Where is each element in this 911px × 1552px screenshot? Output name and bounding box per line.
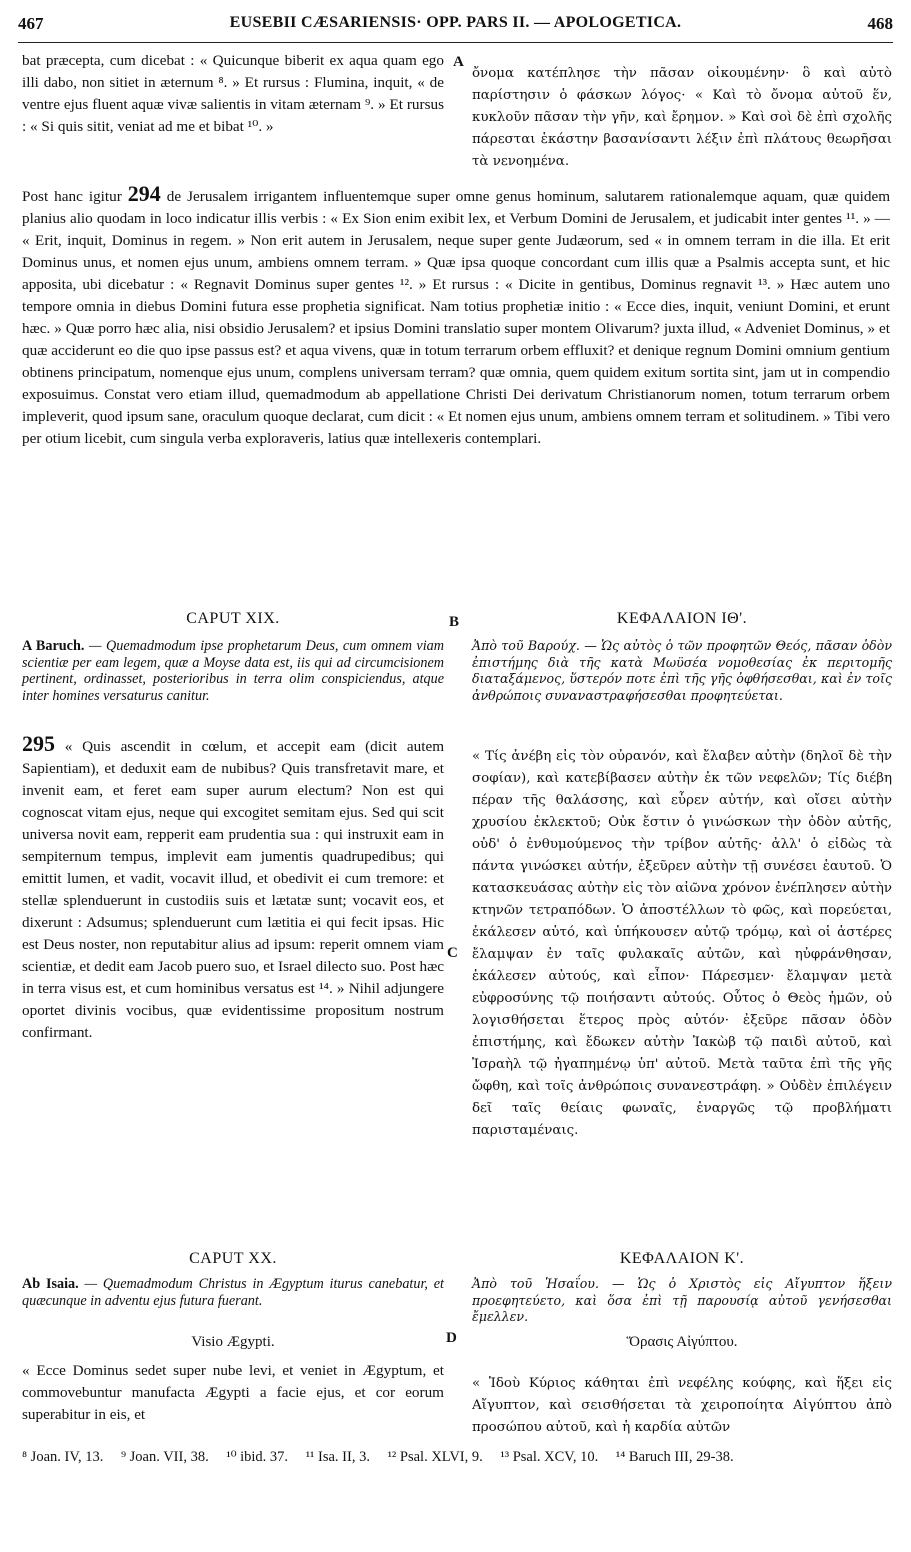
- top-greek-text: ὄνομα κατέπλησε τὴν πᾶσαν οἰκουμένην· ὃ καὶ αὐτὸ παρίστησιν ὁ φάσκων λόγος· « Καὶ τὸ ὄνομα αὐτοῦ ἕν, κυκλοῦν πᾶσαν τὴν γῆν, καὶ ἔρημον. » Καὶ σοὶ δὲ ἐπὶ σχολῆς πάρεσται ἑκάστην βασανίσαντι λέξιν ἐπὶ πλάτους θεωρῆσαι τὰ νενοημένα.: [472, 66, 892, 170]
- caput-20-greek-title: ΚΕΦΑΛΑΙΟΝ Κ'.: [619, 1250, 745, 1267]
- caput-20-latin-paragraph: « Ecce Dominus sedet super nube levi, et veniet in Ægyptum, et commovebuntur manufacta Ægypti a facie ejus, et cor eorum superabitur in eis, et: [22, 1362, 444, 1423]
- page-number-left: 467: [18, 14, 44, 33]
- footnote: ⁸ Joan. IV, 13.: [22, 1449, 104, 1465]
- caput-19-greek-title: ΚΕΦΑΛΑΙΟΝ ΙΘ'.: [616, 610, 748, 627]
- caput-19-latin-paragraph: [22, 733, 444, 1044]
- paragraph-body: de Jerusalem irrigantem influentemque super omne genus hominum, salutarem rationalemque aquam, quæ quidem planius alio quodam in loco indicatur illis verbis : « Ex Sion enim exibit lex, et Verbum Domini de Jerusalem, et judicabit inter gentes ¹¹. » — « Erit, inquit, Dominus in regem. » Non erit autem in Jerusalem, neque super gente Judæorum, sed « in omnem terram in die illa. Et erit Dominus unus, et nomen ejus unum, ambiens omnem terram. » Quæ ipsa quoque concordant cum illis quæ a Psalmis accepta sunt, et hic apposita, ubi dicebatur : « Regnavit Dominus super gentes ¹². » Et rursus : « Dicite in gentibus, Dominus regnavit ¹³. » Hæc autem uno tempore omnia in diebus Domini futura esse prophetia significat. Nam totius prophetiæ initio : « Ecce dies, inquit, veniunt Domini, et erunt hæc. » Quæ porro hæc alia, nisi obsidio Jerusalem? et ipsius Domini translatio super montem Olivarum? juxta illud, « Adveniet Dominus, » et quæ acciderunt eo die quo ipse passus est? et aqua vivens, quæ in totum terrarum orbem effluxit? et denique regnum Domini omnium gentium obtinens principatum, nomenque ejus unum, complens universam terram? quæ omnia, quem quidem exitum sortita sint, jam ut in compendio exposuimus. Constat vero etiam illud, quemadmodum ab appellatione Christi Dei derivatum Christianorum nomen, totum terrarum orbem impleverit, quod ipsum sane, oraculum quoque declarat, cum dicit : « Et nomen ejus unum, ambiens omnem terram et solitudinem. » Tibi vero per otium licebit, cum singula verba exploraveris, latius quæ intellexeris contemplari.: [22, 188, 891, 447]
- footnote: ¹² Psal. XLVI, 9.: [387, 1449, 483, 1465]
- top-greek-column: [472, 50, 892, 187]
- page-number-right: 468: [867, 14, 893, 33]
- full-width-paragraph: [22, 183, 890, 450]
- margin-letter-a: A: [453, 54, 464, 70]
- margin-letter-d: D: [446, 1330, 457, 1346]
- summary-lead: A Baruch.: [22, 638, 85, 654]
- margin-letter-b: B: [449, 614, 460, 630]
- caput-20-latin-summary: [22, 1276, 444, 1309]
- header-rule: [18, 42, 893, 43]
- section-number-294: 294: [127, 181, 161, 206]
- footnotes: [22, 1448, 882, 1467]
- caput-20-latin-subhead: Visio Ægypti.: [191, 1334, 275, 1350]
- caput-19-greek-paragraph: « Τίς ἀνέβη εἰς τὸν οὐρανόν, καὶ ἔλαβεν αὐτὴν (δηλοῖ δὲ τὴν σοφίαν), καὶ κατεβίβασεν αὐτὴν ἐκ τῶν νεφελῶν; Τίς διέβη πέραν τῆς θαλάσσης, καὶ εὗρεν αὐτήν, καὶ οἴσει αὐτὴν χρυσίου ἐκλεκτοῦ; Οὐκ ἔστιν ὁ γινώσκων τὴν ὁδὸν αὐτῆς, οὐδ' ὁ ἐνθυμούμενος τὴν τρίβον αὐτῆς· ἀλλ' ὁ εἰδὼς τὰ πάντα γινώσκει αὐτήν, ἐξεῦρεν αὐτὴν τῇ συνέσει ἑαυτοῦ. Ὁ κατασκευάσας αὐτὴν εἰς τὸν αἰῶνα χρόνον ἐνέπλησεν αὐτὴν κτηνῶν τετραπόδων. Ὁ ἀποστέλλων τὸ φῶς, καὶ πορεύεται, ἐκάλεσεν αὐτό, καὶ ὑπήκουσεν αὐτῷ τρόμῳ, καὶ οἱ ἀστέρες ἔλαμψαν ἐν ταῖς φυλακαῖς αὐτῶν, καὶ ηὐφράνθησαν, ἐκάλεσεν αὐτούς, καὶ εἶπον· Πάρεσμεν· ἔλαμψαν μετὰ εὐφροσύνης τῷ ποιήσαντι αὐτούς. Οὗτος ὁ Θεὸς ἡμῶν, οὐ λογισθήσεται ἕτερος πρὸς αὐτόν· ἐξεῦρε πᾶσαν ὁδὸν ἐπιστήμης, καὶ ἔδωκεν αὐτὴν Ἰακὼβ τῷ παιδὶ αὐτοῦ, καὶ Ἰσραὴλ τῷ ἠγαπημένῳ ὑπ' αὐτοῦ. Μετὰ ταῦτα ἐπὶ τῆς γῆς ὤφθη, καὶ τοῖς ἀνθρώποις συνανεστράφη. » Οὐδὲν ἐπιλέγειν δεῖ ταῖς θείαις φωναῖς, ἐναργῶς τῷ προβλήματι παρισταμέναις.: [472, 749, 892, 1139]
- body-text: « Quis ascendit in cœlum, et accepit eam (dicit autem Sapientiam), et deduxit eam de nubibus? Quis transfretavit mare, et invenit eam, et feret eam super aurum electum? Non est qui cognoscat vitam ejus, neque qui excogitet semitam ejus. Sed qui scit universa novit eam, repperit eam prudentia sua : qui instruxit eam in sempiternum tempus, implevit eam jumentis quadrupedibus; qui emittit lumen, et vadit, vocavit illud, et obedivit ei cum tremore: et stellæ splenduerunt in custodiis suis et lætatæ sunt; vocavit eos, et dixerunt : Adsumus; splenduerunt cum lætitia ei qui fecit ipsas. Hic est Deus noster, non reputabitur alius ad ipsum: reperit omnem viam scientiæ, et dedit eam Jacob puero suo, et Israel dilecto suo. Post hæc in terra visus est, et cum hominibus versatus est ¹⁴. » Nihil adjungere oportet divinis vocibus, quæ evidentissime propositum nostrum confirmant.: [22, 738, 445, 1041]
- paragraph-lead: Post hanc igitur: [22, 188, 122, 205]
- caput-20-greek-body: [472, 1360, 892, 1453]
- caput-19-latin-summary: [22, 638, 444, 704]
- footnote: ⁹ Joan. VII, 38.: [120, 1449, 209, 1465]
- summary-text: — Ὡς ὁ Χριστὸς εἰς Αἴγυπτον ἥξειν προεφητεύετο, καὶ ὅσα ἐπὶ τῇ παρουσίᾳ αὐτοῦ γενήσεσθαι ἔμελλεν.: [472, 1276, 892, 1324]
- summary-lead: Ἀπὸ τοῦ Βαρούχ.: [472, 638, 580, 653]
- summary-lead: Ἀπὸ τοῦ Ἡσαΐου.: [472, 1276, 599, 1291]
- summary-text: — Quemadmodum Christus in Ægyptum iturus canebatur, et quæcunque in adventu ejus futura fuerant.: [22, 1276, 444, 1309]
- caput-20-latin-title: CAPUT XX.: [189, 1250, 277, 1267]
- footnote: ¹⁴ Baruch III, 29-38.: [615, 1449, 734, 1465]
- caput-20-greek-paragraph: « Ἰδοὺ Κύριος κάθηται ἐπὶ νεφέλης κούφης, καὶ ἥξει εἰς Αἴγυπτον, καὶ σεισθήσεται τὰ χειροποίητα Αἰγύπτου ἀπὸ προσώπου αὐτοῦ, καὶ ἡ καρδία αὐτῶν: [472, 1376, 892, 1436]
- summary-text: — Ὡς αὐτὸς ὁ τῶν προφητῶν Θεός, πᾶσαν ὁδὸν ἐπιστήμης διὰ τῆς κατὰ Μωϋσέα νομοθεσίας ἐκ περιτομῆς διαταξάμενος, ὕστερόν ποτε ἐπὶ τῆς γῆς ὀφθήσεσθαι, καὶ ἐν τοῖς ἀνθρώποις συναναστραφήσεσθαι προφητεύεται.: [472, 638, 892, 703]
- caput-20-greek-summary: [472, 1276, 892, 1326]
- footnote: ¹³ Psal. XCV, 10.: [500, 1449, 599, 1465]
- caput-19-greek-body: [472, 733, 892, 1156]
- footnote: ¹⁰ ibid. 37.: [226, 1449, 289, 1465]
- footnote: ¹¹ Isa. II, 3.: [305, 1449, 370, 1465]
- top-latin-text: bat præcepta, cum dicebat : « Quicunque biberit ex aqua quam ego illi dabo, non sitiet in æternum ⁸. » Et rursus : Flumina, inquit, « de ventre ejus fluent aquæ vivæ salientis in vitam æternam ⁹. » Et rursus : « Si quis sitit, veniat ad me et bibat ¹⁰. »: [22, 52, 444, 135]
- caput-19-latin-title: CAPUT XIX.: [186, 610, 280, 627]
- caput-19-latin-body: [22, 733, 444, 1044]
- top-latin-column: [22, 50, 444, 138]
- running-header: [18, 14, 893, 36]
- caput-19-greek-summary: [472, 638, 892, 704]
- running-title: EUSEBII CÆSARIENSIS· OPP. PARS II. — APOLOGETICA.: [229, 14, 682, 31]
- margin-letter-c: C: [447, 945, 458, 961]
- caput-20-latin-body: [22, 1360, 444, 1426]
- summary-lead: Ab Isaia.: [22, 1276, 79, 1292]
- full-width-latin: [22, 183, 890, 450]
- summary-text: — Quemadmodum ipse prophetarum Deus, cum omnem viam scientiæ per eam legem, quæ a Moyse data est, iis qui ad circumcisionem pertinent, ordinasset, posterioribus in terra olim conspiciendus, atque inter homines versaturus canitur.: [22, 638, 444, 704]
- section-number-295: 295: [22, 731, 55, 756]
- caput-20-greek-subhead: Ὅρασις Αἰγύπτου.: [626, 1334, 738, 1350]
